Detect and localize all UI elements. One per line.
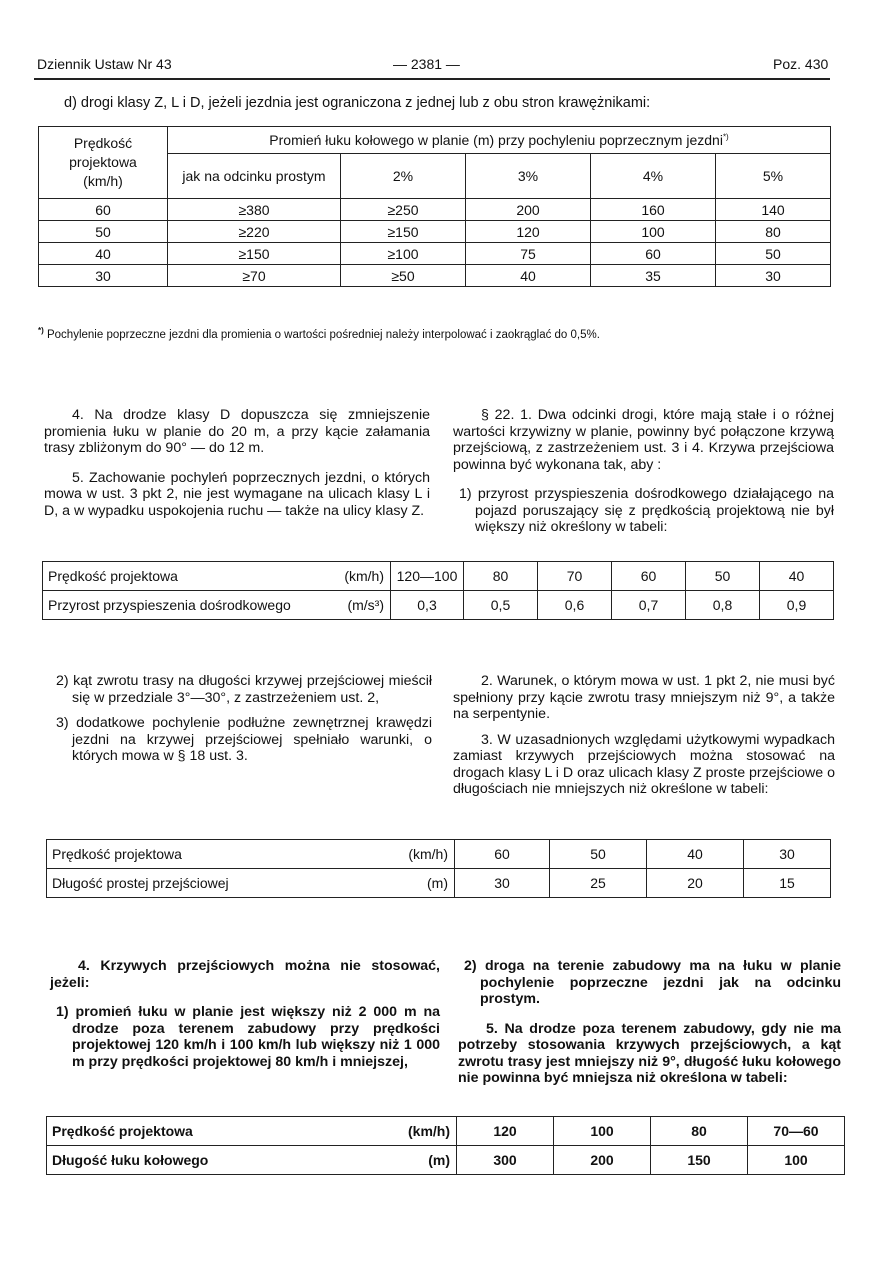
value-cell: 70—60 xyxy=(748,1117,845,1146)
list-item-2b: 2) droga na terenie zabudowy ma na łuku w planie pochylenie poprzeczne jezdni jak na odcinku prostym. xyxy=(464,958,841,1007)
paragraph-2: 2. Warunek, o którym mowa w ust. 1 pkt 2, nie musi być spełniony przy kącie zwrotu trasy mniejszym niż 9°, a także na serpentynie. xyxy=(453,673,835,722)
value-cell: ≥150 xyxy=(341,221,466,243)
value-cell: 0,6 xyxy=(538,591,612,620)
table-row xyxy=(39,243,831,265)
value-cell: 80 xyxy=(651,1117,748,1146)
arc-length-table xyxy=(46,1116,845,1175)
value-cell: 120 xyxy=(466,221,591,243)
value-cell: 50 xyxy=(686,562,760,591)
list-item-2: 2) kąt zwrotu trasy na długości krzywej przejściowej mieścił się w przedziale 3°—30°, z zastrzeżeniem ust. 2, xyxy=(56,673,432,706)
value-cell: 35 xyxy=(591,265,716,287)
speed-cell: 60 xyxy=(39,199,168,221)
value-cell: 80 xyxy=(716,221,831,243)
curve-radius-table xyxy=(38,126,831,287)
table-row xyxy=(39,221,831,243)
footnote xyxy=(38,326,600,341)
paragraph-5: 5. Zachowanie pochyleń poprzecznych jezdni, o których mowa w ust. 3 pkt 2, nie jest wymagane na ulicach klasy L i D, a w wypadku uspokojenia ruchu — także na ulicy klasy Z. xyxy=(44,469,430,519)
position-number: Poz. 430 xyxy=(773,56,829,72)
right-column-2 xyxy=(453,673,835,798)
value-cell: ≥100 xyxy=(341,243,466,265)
value-cell: 80 xyxy=(464,562,538,591)
table-row xyxy=(47,869,831,898)
value-cell: ≥380 xyxy=(168,199,341,221)
value-cell: 15 xyxy=(744,869,831,898)
value-cell: 60 xyxy=(455,840,550,869)
speed-cell: 30 xyxy=(39,265,168,287)
table-row xyxy=(39,265,831,287)
value-cell: 0,8 xyxy=(686,591,760,620)
subheader-2pct: 2% xyxy=(341,154,466,199)
list-item-1: 1) przyrost przyspieszenia dośrodkowego działającego na pojazd poruszający się z prędkością projektową nie był większy niż określony w tabeli: xyxy=(459,486,834,535)
value-cell: ≥150 xyxy=(168,243,341,265)
value-cell: 75 xyxy=(466,243,591,265)
speed-cell: 50 xyxy=(39,221,168,243)
value-cell: 30 xyxy=(455,869,550,898)
value-cell: 120 xyxy=(457,1117,554,1146)
paragraph-3: 3. W uzasadnionych względami użytkowymi wypadkach zamiast krzywych przejściowych można stosować na drogach klasy L i D oraz ulicach klasy Z proste przejściowe o długościach nie mniejszych niż określone w tabeli: xyxy=(453,731,835,797)
value-cell: 60 xyxy=(612,562,686,591)
footnote-text: Pochylenie poprzeczne jezdni dla promienia o wartości pośredniej należy interpolować i zaokrąglać do 0,5%. xyxy=(46,328,600,341)
value-cell: 0,5 xyxy=(464,591,538,620)
subheader-straight: jak na odcinku prostym xyxy=(168,154,341,199)
subheader-4pct: 4% xyxy=(591,154,716,199)
row-label: Przyrost przyspieszenia dośrodkowego (m/s³) xyxy=(43,591,391,620)
paragraph-5b: 5. Na drodze poza terenem zabudowy, gdy nie ma potrzeby stosowania krzywych przejściowych, a kąt zwrotu trasy jest mniejszy niż 9°, długość łuku kołowego nie powinna być mniejsza niż określona w tabeli: xyxy=(458,1020,841,1086)
transition-length-table xyxy=(46,839,831,898)
value-cell: 40 xyxy=(647,840,744,869)
value-cell: 0,3 xyxy=(391,591,464,620)
speed-header: Prędkość projektowa (km/h) xyxy=(39,127,168,199)
table-row xyxy=(47,1117,845,1146)
value-cell: 30 xyxy=(744,840,831,869)
subheader-5pct: 5% xyxy=(716,154,831,199)
row-label: Długość prostej przejściowej (m) xyxy=(47,869,455,898)
value-cell: 160 xyxy=(591,199,716,221)
right-column-1 xyxy=(453,407,834,536)
value-cell: 140 xyxy=(716,199,831,221)
row-label: Długość łuku kołowego (m) xyxy=(47,1146,457,1175)
value-cell: 20 xyxy=(647,869,744,898)
paragraph-22-1: § 22. 1. Dwa odcinki drogi, które mają stałe i o różnej wartości krzywizny w planie, powinny być połączone krzywą przejściową, z zastrzeżeniem ust. 3 i 4. Krzywa przejściowa powinna być wykonana tak, aby : xyxy=(453,407,834,473)
paragraph-4: 4. Na drodze klasy D dopuszcza się zmniejszenie promienia łuku w planie do 20 m, a przy kącie załamania trasy zbliżonym do 90° — do 12 m. xyxy=(44,407,430,456)
right-column-3 xyxy=(458,958,841,1087)
table-row xyxy=(43,562,834,591)
value-cell: ≥220 xyxy=(168,221,341,243)
header-rule xyxy=(34,78,830,80)
value-cell: ≥250 xyxy=(341,199,466,221)
value-cell: 60 xyxy=(591,243,716,265)
table-row xyxy=(47,840,831,869)
value-cell: 0,7 xyxy=(612,591,686,620)
table-row xyxy=(43,591,834,620)
value-cell: 100 xyxy=(591,221,716,243)
page-number: — 2381 — xyxy=(393,56,460,72)
value-cell: 30 xyxy=(716,265,831,287)
value-cell: ≥50 xyxy=(341,265,466,287)
radius-group-header: Promień łuku kołowego w planie (m) przy pochyleniu poprzecznym jezdni*) xyxy=(168,127,831,154)
value-cell: 120—100 xyxy=(391,562,464,591)
value-cell: 200 xyxy=(466,199,591,221)
value-cell: 150 xyxy=(651,1146,748,1175)
footnote-mark: *) xyxy=(38,326,44,335)
value-cell: 50 xyxy=(716,243,831,265)
value-cell: 40 xyxy=(760,562,834,591)
row-label: Prędkość projektowa (km/h) xyxy=(47,840,455,869)
value-cell: 100 xyxy=(748,1146,845,1175)
value-cell: 0,9 xyxy=(760,591,834,620)
section-d-intro: d) drogi klasy Z, L i D, jeżeli jezdnia jest ograniczona z jednej lub z obu stron krawężnikami: xyxy=(64,95,651,111)
row-label: Prędkość projektowa (km/h) xyxy=(47,1117,457,1146)
table-row xyxy=(39,199,831,221)
acceleration-table xyxy=(42,561,834,620)
value-cell: 40 xyxy=(466,265,591,287)
left-column-2 xyxy=(50,673,432,765)
value-cell: 200 xyxy=(554,1146,651,1175)
row-label: Prędkość projektowa (km/h) xyxy=(43,562,391,591)
left-column-1 xyxy=(44,407,430,519)
value-cell: 50 xyxy=(550,840,647,869)
paragraph-4b: 4. Krzywych przejściowych można nie stosować, jeżeli: xyxy=(50,958,440,991)
list-item-3: 3) dodatkowe pochylenie podłużne zewnętrznej krawędzi jezdni na krzywej przejściowej spełniało warunki, o których mowa w § 18 ust. 3. xyxy=(56,715,432,764)
value-cell: ≥70 xyxy=(168,265,341,287)
value-cell: 70 xyxy=(538,562,612,591)
speed-cell: 40 xyxy=(39,243,168,265)
value-cell: 100 xyxy=(554,1117,651,1146)
subheader-3pct: 3% xyxy=(466,154,591,199)
table-row xyxy=(47,1146,845,1175)
left-column-3 xyxy=(50,958,440,1070)
value-cell: 300 xyxy=(457,1146,554,1175)
journal-title: Dziennik Ustaw Nr 43 xyxy=(37,56,172,72)
list-item-1b: 1) promień łuku w planie jest większy niż 2 000 m na drodze poza terenem zabudowy przy prędkości projektowej 120 km/h i 100 km/h lub większy niż 1 000 m przy prędkości projektowej 80 km/h i mniejszej, xyxy=(56,1004,440,1070)
value-cell: 25 xyxy=(550,869,647,898)
